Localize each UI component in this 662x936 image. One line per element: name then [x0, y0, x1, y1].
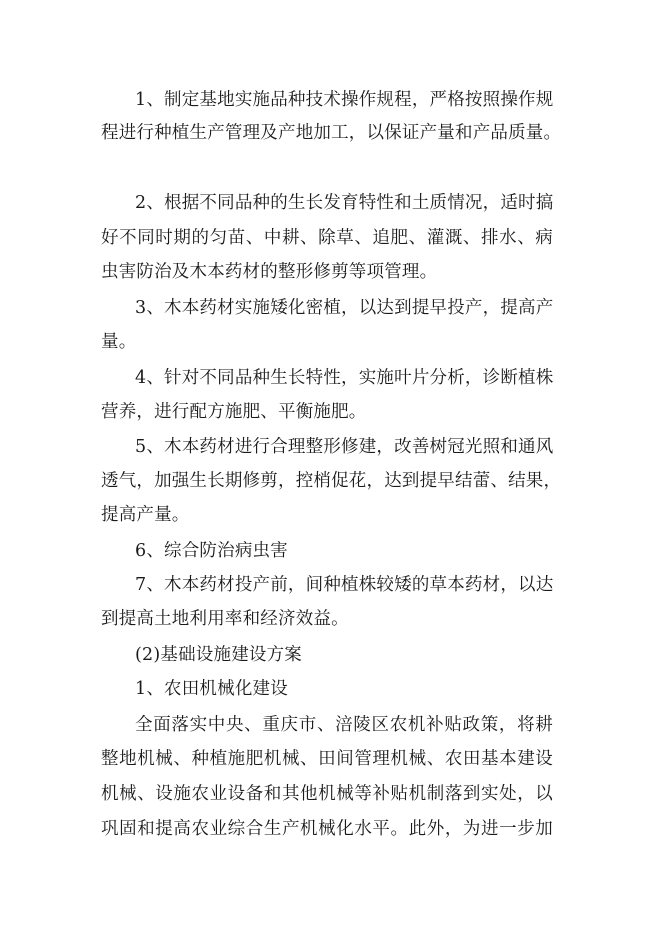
paragraph-1-line-1: 1、制定基地实施品种技术操作规程，严格按照操作规 [135, 90, 554, 110]
paragraph-3-line-2: 量。 [101, 332, 137, 352]
paragraph-5-line-3: 提高产量。 [101, 505, 190, 525]
paragraph-5-line-1: 5、木本药材进行合理整形修建，改善树冠光照和通风 [135, 437, 554, 457]
paragraph-2-line-3: 虫害防治及木本药材的整形修剪等项管理。 [101, 262, 438, 282]
paragraph-7-line-1: 7、木本药材投产前，间种植株较矮的草本药材，以达 [135, 575, 554, 595]
section-heading: (2)基础设施建设方案 [135, 645, 302, 665]
paragraph-8-line-3: 机械、设施农业设备和其他机械等补贴机制落到实处，以 [101, 784, 553, 804]
paragraph-4-line-2: 营养，进行配方施肥、平衡施肥。 [101, 402, 367, 422]
paragraph-5-line-2: 透气，加强生长期修剪，控梢促花，达到提早结蕾、结果， [101, 471, 562, 491]
paragraph-6-line-1: 6、综合防治病虫害 [135, 541, 288, 561]
paragraph-1-line-2: 程进行种植生产管理及产地加工，以保证产量和产品质量。 [101, 123, 562, 143]
paragraph-8-line-1: 全面落实中央、重庆市、涪陵区农机补贴政策，将耕 [135, 715, 553, 735]
paragraph-4-line-1: 4、针对不同品种生长特性，实施叶片分析，诊断植株 [135, 368, 554, 388]
subsection-heading: 1、农田机械化建设 [135, 679, 288, 699]
paragraph-8-line-4: 巩固和提高农业综合生产机械化水平。此外，为进一步加 [101, 819, 553, 839]
paragraph-3-line-1: 3、木本药材实施矮化密植，以达到提早投产，提高产 [135, 298, 554, 318]
paragraph-2-line-1: 2、根据不同品种的生长发育特性和土质情况，适时搞 [135, 193, 554, 213]
paragraph-8-line-2: 整地机械、种植施肥机械、田间管理机械、农田基本建设 [101, 749, 553, 769]
paragraph-2-line-2: 好不同时期的匀苗、中耕、除草、追肥、灌溉、排水、病 [101, 228, 553, 248]
paragraph-7-line-2: 到提高土地利用率和经济效益。 [101, 609, 349, 629]
